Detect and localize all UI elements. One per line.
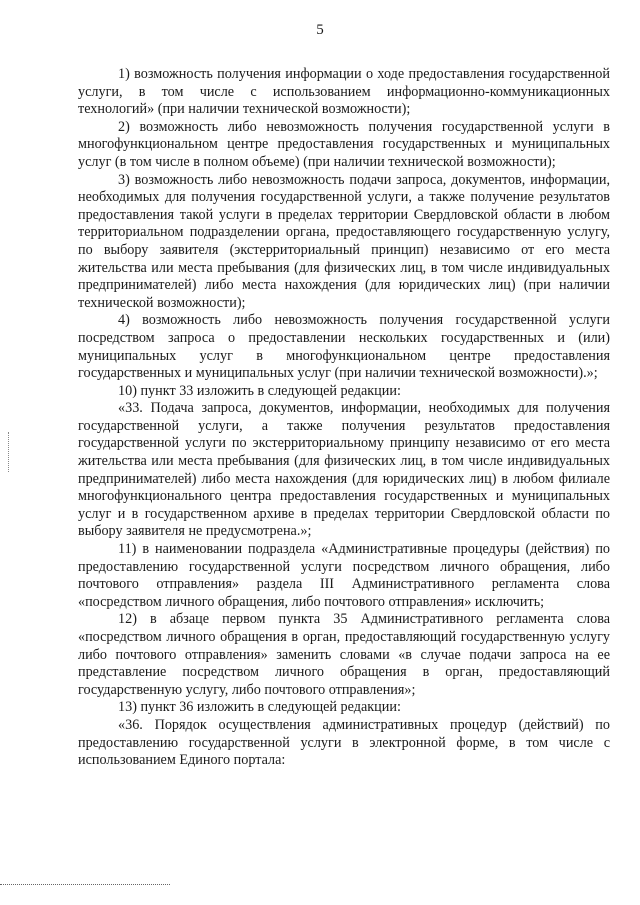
paragraph-point-13: 13) пункт 36 изложить в следующей редакции: [118,699,401,716]
paragraph-point-11: 11) в наименовании подраздела «Административные процедуры (действия) по предоставлению государственной услуги посредством личного обращения, либо почтового отправления» раздела III Административного регламента слова «посредством личного обращения, либо почтового отправления» исключить; [78,541,610,610]
paragraph-clause-36: «36. Порядок осуществления административных процедур (действий) по предоставлению государственной услуги в электронной форме, в том числе с использованием Единого портала: [78,716,610,769]
paragraph-point-12: 12) в абзаце первом пункта 35 Административного регламента слова «посредством личного обращения в орган, предоставляющий государственную услугу либо почтового отправления» заменить словами «в случае подачи запроса на ее представление посредством личного обращения в орган, предоставляющий государственную услугу, либо почтового отправления»; [78,611,610,698]
paragraph-item-3: 3) возможность либо невозможность подачи запроса, документов, информации, необходимых для получения государственной услуги, а также получение результатов предоставления такой услуги в пределах территории Свердловской области в любом территориальном подразделении органа, предоставляющего государственную услугу, по выбору заявителя (экстерриториальный принцип) независимо от его места жительства или места пребывания (для физических лиц, в том числе индивидуальных предпринимателей) либо места нахождения (для юридических лиц) (при наличии технической возможности); [78,171,610,311]
footer-rule [0,884,170,885]
paragraph-point-10: 10) пункт 33 изложить в следующей редакции: [118,382,401,399]
paragraph-item-1: 1) возможность получения информации о ходе предоставления государственной услуги, в том числе с использованием информационно-коммуникационных технологий» (при наличии технической возможности); [78,66,610,118]
paragraph-item-4: 4) возможность либо невозможность получения государственной услуги посредством запроса о предоставлении нескольких государственных и (или) муниципальных услуг в многофункциональном центре предоставления государственных и муниципальных услуг (при наличии технической возможности).»; [78,312,610,382]
document-body [78,66,610,770]
page-number: 5 [316,22,324,38]
scan-margin-mark [8,432,10,472]
paragraph-clause-33: «33. Подача запроса, документов, информации, необходимых для получения государственной услуги, а также получения результатов предоставления государственной услуги по экстерриториальному принципу независимо от его места жительства или места пребывания (для физических лиц, в том числе индивидуальных предпринимателей) либо места нахождения (для юридических лиц) в любом филиале многофункционального центра предоставления государственных и муниципальных услуг и в государственном архиве в пределах территории Свердловской области по выбору заявителя не предусмотрена.»; [78,400,610,540]
paragraph-item-2: 2) возможность либо невозможность получения государственной услуги в многофункциональном центре предоставления государственных и муниципальных услуг (в том числе в полном объеме) (при наличии технической возможности); [78,118,610,170]
